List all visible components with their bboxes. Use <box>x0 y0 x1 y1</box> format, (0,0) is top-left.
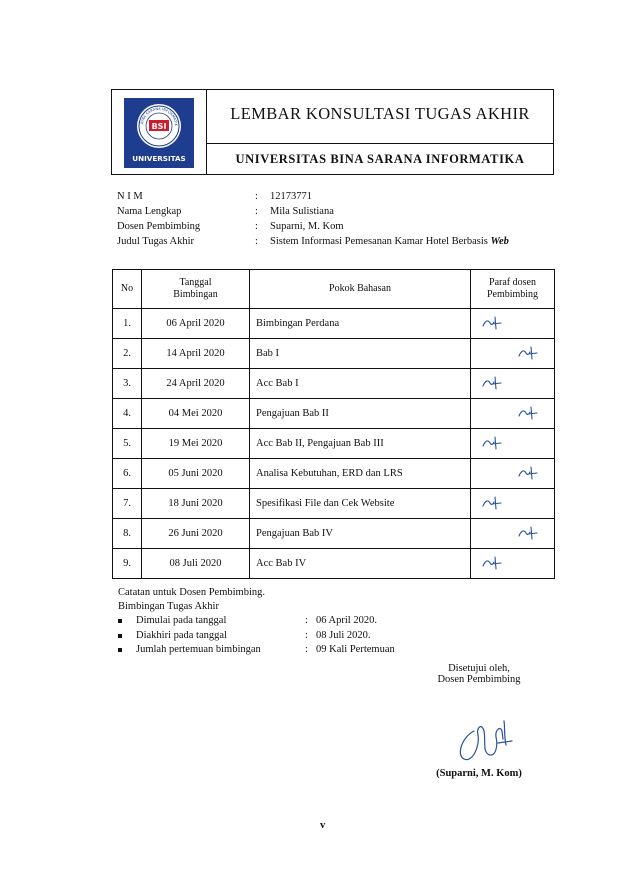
advisor-row <box>117 220 557 234</box>
nim-label: N I M <box>117 191 143 202</box>
notes-item-label: Dimulai pada tanggal <box>136 615 227 627</box>
notes-item <box>118 643 395 657</box>
notes-heading: Catatan untuk Dosen Pembimbing. <box>118 587 265 598</box>
header-no: No <box>113 270 142 309</box>
row-date: 06 April 2020 <box>142 309 250 339</box>
university-logo <box>124 98 194 168</box>
notes-item-colon: : <box>305 615 308 627</box>
row-date: 26 Juni 2020 <box>142 519 250 549</box>
thesis-title-label: Judul Tugas Akhir <box>117 236 195 247</box>
logo-ring-text: BINA SARANA INFORMATIK <box>140 106 179 127</box>
paraf-initial-icon <box>517 525 539 541</box>
approval-block <box>404 663 554 685</box>
advisor-signature <box>452 717 522 767</box>
name-label: Nama Lengkap <box>117 206 182 217</box>
notes-item-value: 06 April 2020. <box>316 615 377 627</box>
notes-item-value: 08 Juli 2020. <box>316 629 371 641</box>
advisor-label: Dosen Pembimbing <box>117 221 201 232</box>
bullet-icon <box>118 648 122 652</box>
approval-line1: Disetujui oleh, <box>448 663 510 674</box>
row-topic: Spesifikasi File dan Cek Website <box>250 489 471 519</box>
row-number: 3. <box>113 369 142 399</box>
row-topic: Bimbingan Perdana <box>250 309 471 339</box>
table-row <box>113 369 555 399</box>
row-signature <box>471 429 555 459</box>
paraf-initial-icon <box>517 345 539 361</box>
paraf-initial-icon <box>481 555 503 571</box>
thesis-title-row <box>117 235 557 249</box>
thesis-title-emphasis: Web <box>490 236 509 247</box>
row-signature <box>471 309 555 339</box>
row-date: 18 Juni 2020 <box>142 489 250 519</box>
nim-row <box>117 190 557 204</box>
notes-item-colon: : <box>305 629 308 641</box>
logo-mark: BSI <box>151 122 167 131</box>
paraf-initial-icon <box>481 315 503 331</box>
header-topic: Pokok Bahasan <box>250 270 471 309</box>
row-topic: Acc Bab II, Pengajuan Bab III <box>250 429 471 459</box>
colon: : <box>255 206 258 217</box>
document-header <box>111 89 554 175</box>
notes-item <box>118 629 371 643</box>
row-signature <box>471 489 555 519</box>
notes-item <box>118 614 377 628</box>
row-signature <box>471 339 555 369</box>
notes-item-label: Diakhiri pada tanggal <box>136 629 227 641</box>
row-date: 19 Mei 2020 <box>142 429 250 459</box>
logo-label: UNIVERSITAS <box>132 154 186 163</box>
paraf-initial-icon <box>517 465 539 481</box>
row-topic: Acc Bab I <box>250 369 471 399</box>
row-number: 4. <box>113 399 142 429</box>
colon: : <box>255 191 258 202</box>
notes-subheading: Bimbingan Tugas Akhir <box>118 601 219 613</box>
table-row <box>113 399 555 429</box>
name-row <box>117 205 557 219</box>
colon: : <box>255 221 258 232</box>
row-date: 24 April 2020 <box>142 369 250 399</box>
row-signature <box>471 459 555 489</box>
thesis-title-text: Sistem Informasi Pemesanan Kamar Hotel Berbasis <box>270 236 488 247</box>
logo-cell <box>112 90 207 174</box>
row-number: 1. <box>113 309 142 339</box>
row-number: 6. <box>113 459 142 489</box>
table-row <box>113 519 555 549</box>
row-number: 9. <box>113 549 142 579</box>
row-signature <box>471 549 555 579</box>
header-sign-line1: Paraf dosen <box>489 277 536 288</box>
paraf-initial-icon <box>481 375 503 391</box>
row-topic: Acc Bab IV <box>250 549 471 579</box>
header-date <box>142 270 250 309</box>
header-signature <box>471 270 555 309</box>
university-name: UNIVERSITAS BINA SARANA INFORMATIKA <box>235 152 525 166</box>
table-row <box>113 429 555 459</box>
notes-item-colon: : <box>305 643 308 655</box>
notes-item-label: Jumlah pertemuan bimbingan <box>136 643 261 655</box>
paraf-initial-icon <box>481 435 503 451</box>
header-sign-line2: Pembimbing <box>486 289 539 300</box>
row-topic: Pengajuan Bab II <box>250 399 471 429</box>
name-value: Mila Sulistiana <box>270 206 334 217</box>
advisor-notes <box>118 586 395 657</box>
row-number: 5. <box>113 429 142 459</box>
row-topic: Bab I <box>250 339 471 369</box>
notes-item-value: 09 Kali Pertemuan <box>316 643 395 655</box>
table-row <box>113 339 555 369</box>
row-signature <box>471 399 555 429</box>
row-number: 8. <box>113 519 142 549</box>
table-header-row <box>113 270 555 309</box>
paraf-initial-icon <box>517 405 539 421</box>
row-date: 08 Juli 2020 <box>142 549 250 579</box>
row-date: 14 April 2020 <box>142 339 250 369</box>
row-signature <box>471 519 555 549</box>
document-title: LEMBAR KONSULTASI TUGAS AKHIR <box>230 104 530 123</box>
advisor-value: Suparni, M. Kom <box>270 221 344 232</box>
table-row <box>113 309 555 339</box>
paraf-initial-icon <box>481 495 503 511</box>
consultation-table <box>112 269 555 579</box>
row-date: 05 Juni 2020 <box>142 459 250 489</box>
row-signature <box>471 369 555 399</box>
row-topic: Pengajuan Bab IV <box>250 519 471 549</box>
student-info <box>117 190 557 250</box>
bullet-icon <box>118 619 122 623</box>
table-row <box>113 459 555 489</box>
colon: : <box>255 236 258 247</box>
signer-name: (Suparni, M. Kom) <box>436 768 522 779</box>
bullet-icon <box>118 634 122 638</box>
row-number: 7. <box>113 489 142 519</box>
approval-line2: Dosen Pembimbing <box>437 674 521 685</box>
table-row <box>113 489 555 519</box>
row-date: 04 Mei 2020 <box>142 399 250 429</box>
page-number: v <box>320 820 326 831</box>
header-date-line2: Bimbingan <box>173 289 218 300</box>
row-topic: Analisa Kebutuhan, ERD dan LRS <box>250 459 471 489</box>
table-row <box>113 549 555 579</box>
row-number: 2. <box>113 339 142 369</box>
header-date-line1: Tanggal <box>179 277 212 288</box>
thesis-title-value <box>270 235 509 249</box>
nim-value: 12173771 <box>270 191 312 202</box>
header-divider <box>207 143 553 144</box>
